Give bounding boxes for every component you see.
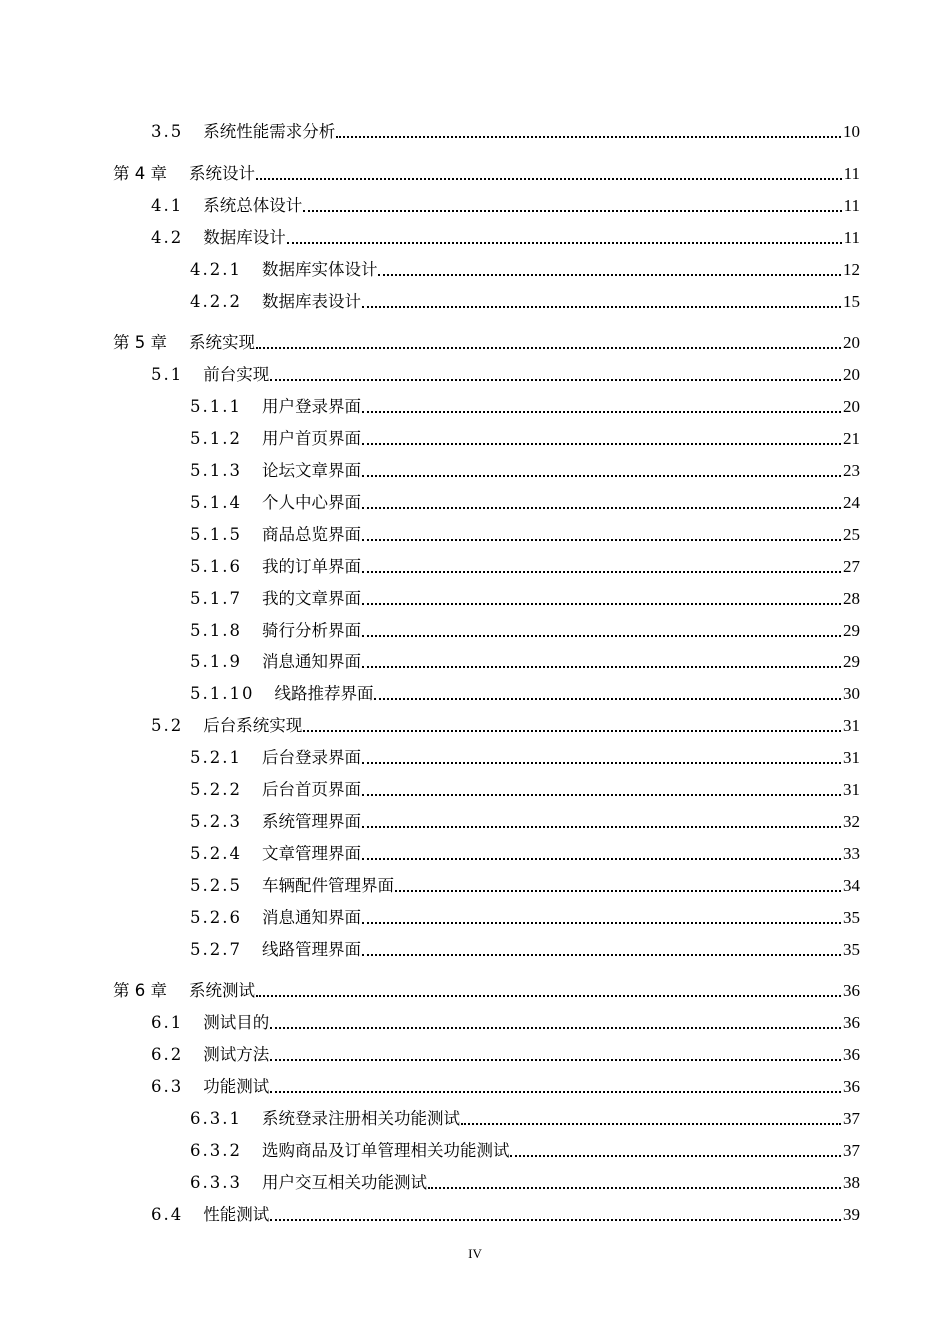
toc-entry-page: 31 bbox=[843, 716, 860, 735]
toc-dot-leader bbox=[362, 954, 841, 956]
toc-entry-page: 38 bbox=[843, 1173, 860, 1192]
toc-dot-leader bbox=[428, 1187, 841, 1189]
toc-subsection-entry bbox=[190, 680, 860, 704]
toc-chapter-entry bbox=[113, 160, 860, 184]
toc-entry-page: 11 bbox=[843, 164, 860, 183]
toc-entry-title: 功能测试 bbox=[203, 1077, 270, 1096]
toc-entry-title: 我的订单界面 bbox=[261, 557, 361, 576]
toc-entry-number: 5.2.7 bbox=[190, 940, 242, 959]
toc-entry-title: 线路管理界面 bbox=[261, 940, 361, 959]
toc-entry-page: 25 bbox=[843, 525, 860, 544]
toc-entry-number: 5.2.4 bbox=[190, 844, 242, 863]
toc-dot-leader bbox=[270, 1027, 841, 1029]
toc-dot-leader bbox=[270, 1059, 841, 1061]
toc-section-entry bbox=[151, 224, 860, 248]
toc-dot-leader bbox=[362, 603, 841, 605]
toc-entry-page: 28 bbox=[843, 589, 860, 608]
toc-entry-page: 36 bbox=[843, 1013, 860, 1032]
toc-entry-title: 消息通知界面 bbox=[261, 652, 361, 671]
toc-entry-number: 第 4 章 bbox=[113, 164, 167, 183]
toc-entry-number: 4.2.2 bbox=[190, 292, 242, 311]
toc-dot-leader bbox=[362, 571, 841, 573]
toc-dot-leader bbox=[256, 178, 842, 180]
toc-subsection-entry bbox=[190, 457, 860, 481]
toc-entry-title: 后台系统实现 bbox=[203, 716, 303, 735]
toc-dot-leader bbox=[256, 995, 841, 997]
toc-entry-number: 5.1.9 bbox=[190, 652, 242, 671]
toc-entry-title: 消息通知界面 bbox=[261, 908, 361, 927]
toc-subsection-entry bbox=[190, 1137, 860, 1161]
toc-dot-leader bbox=[270, 379, 841, 381]
toc-entry-number: 5.2 bbox=[151, 716, 184, 735]
toc-entry-title: 系统管理界面 bbox=[261, 812, 361, 831]
toc-entry-page: 36 bbox=[843, 1077, 860, 1096]
toc-entry-number: 3.5 bbox=[151, 122, 184, 141]
toc-dot-leader bbox=[395, 890, 841, 892]
toc-entry-page: 34 bbox=[843, 876, 860, 895]
toc-subsection-entry bbox=[190, 1169, 860, 1193]
toc-entry-number: 6.3 bbox=[151, 1077, 184, 1096]
toc-chapter-entry bbox=[113, 329, 860, 353]
toc-chapter-entry bbox=[113, 977, 860, 1001]
toc-entry-number: 5.1 bbox=[151, 365, 184, 384]
toc-entry-title: 系统登录注册相关功能测试 bbox=[261, 1109, 460, 1128]
toc-subsection-entry bbox=[190, 553, 860, 577]
toc-entry-title: 性能测试 bbox=[203, 1205, 270, 1224]
toc-entry-page: 29 bbox=[843, 652, 860, 671]
toc-subsection-entry bbox=[190, 872, 860, 896]
toc-entry-number: 6.3.1 bbox=[190, 1109, 242, 1128]
toc-entry-number: 5.1.2 bbox=[190, 429, 242, 448]
toc-entry-title: 用户首页界面 bbox=[261, 429, 361, 448]
toc-entry-title: 数据库实体设计 bbox=[261, 260, 378, 279]
toc-dot-leader bbox=[362, 507, 841, 509]
toc-entry-page: 11 bbox=[843, 196, 860, 215]
toc-entry-page: 33 bbox=[843, 844, 860, 863]
toc-entry-number: 5.2.6 bbox=[190, 908, 242, 927]
toc-entry-title: 系统设计 bbox=[189, 164, 255, 183]
toc-entry-number: 5.1.8 bbox=[190, 621, 242, 640]
page-number-footer: IV bbox=[468, 1246, 482, 1261]
toc-entry-number: 5.1.1 bbox=[190, 397, 242, 416]
toc-section-entry bbox=[151, 712, 860, 736]
toc-dot-leader bbox=[362, 411, 841, 413]
toc-dot-leader bbox=[378, 274, 841, 276]
toc-entry-page: 23 bbox=[843, 461, 860, 480]
toc-section-entry bbox=[151, 1009, 860, 1033]
toc-dot-leader bbox=[270, 1219, 841, 1221]
toc-dot-leader bbox=[303, 730, 841, 732]
toc-dot-leader bbox=[362, 858, 841, 860]
toc-entry-number: 5.2.3 bbox=[190, 812, 242, 831]
toc-dot-leader bbox=[256, 347, 841, 349]
toc-entry-page: 31 bbox=[843, 748, 860, 767]
toc-entry-number: 5.1.7 bbox=[190, 589, 242, 608]
toc-dot-leader bbox=[362, 539, 841, 541]
toc-subsection-entry bbox=[190, 904, 860, 928]
toc-entry-page: 31 bbox=[843, 780, 860, 799]
toc-entry-title: 选购商品及订单管理相关功能测试 bbox=[261, 1141, 510, 1160]
toc-entry-page: 35 bbox=[843, 940, 860, 959]
toc-dot-leader bbox=[362, 635, 841, 637]
toc-entry-page: 37 bbox=[843, 1141, 860, 1160]
toc-entry-page: 20 bbox=[843, 397, 860, 416]
toc-subsection-entry bbox=[190, 1105, 860, 1129]
toc-dot-leader bbox=[362, 922, 841, 924]
toc-entry-title: 系统实现 bbox=[189, 333, 255, 352]
toc-entry-number: 5.2.2 bbox=[190, 780, 242, 799]
toc-entry-page: 36 bbox=[843, 981, 860, 1000]
toc-entry-page: 11 bbox=[843, 228, 860, 247]
toc-entry-title: 系统总体设计 bbox=[203, 196, 303, 215]
toc-entry-number: 4.2 bbox=[151, 228, 184, 247]
toc-entry-page: 32 bbox=[843, 812, 860, 831]
toc-section-entry bbox=[151, 361, 860, 385]
toc-entry-number: 6.4 bbox=[151, 1205, 184, 1224]
toc-entry-title: 我的文章界面 bbox=[261, 589, 361, 608]
toc-entry-page: 15 bbox=[843, 292, 860, 311]
toc-entry-page: 10 bbox=[843, 122, 860, 141]
toc-subsection-entry bbox=[190, 393, 860, 417]
toc-entry-title: 论坛文章界面 bbox=[261, 461, 361, 480]
toc-subsection-entry bbox=[190, 744, 860, 768]
toc-subsection-entry bbox=[190, 521, 860, 545]
toc-subsection-entry bbox=[190, 617, 860, 641]
toc-entry-title: 线路推荐界面 bbox=[274, 684, 374, 703]
toc-section-entry bbox=[151, 1073, 860, 1097]
toc-entry-number: 5.1.5 bbox=[190, 525, 242, 544]
toc-dot-leader bbox=[270, 1091, 841, 1093]
toc-subsection-entry bbox=[190, 489, 860, 513]
toc-section-entry bbox=[151, 118, 860, 142]
toc-dot-leader bbox=[362, 794, 841, 796]
toc-entry-page: 21 bbox=[843, 429, 860, 448]
toc-dot-leader bbox=[336, 136, 841, 138]
toc-entry-page: 20 bbox=[843, 365, 860, 384]
toc-dot-leader bbox=[362, 666, 841, 668]
toc-dot-leader bbox=[461, 1123, 841, 1125]
toc-entry-number: 4.2.1 bbox=[190, 260, 242, 279]
toc-entry-page: 20 bbox=[843, 333, 860, 352]
toc-entry-page: 27 bbox=[843, 557, 860, 576]
toc-section-entry bbox=[151, 1201, 860, 1225]
toc-entry-title: 文章管理界面 bbox=[261, 844, 361, 863]
toc-entry-number: 6.2 bbox=[151, 1045, 184, 1064]
toc-entry-title: 系统性能需求分析 bbox=[203, 122, 336, 141]
toc-entry-title: 数据库设计 bbox=[203, 228, 286, 247]
toc-subsection-entry bbox=[190, 288, 860, 312]
toc-section-entry bbox=[151, 1041, 860, 1065]
toc-subsection-entry bbox=[190, 840, 860, 864]
toc-entry-title: 系统测试 bbox=[189, 981, 255, 1000]
toc-entry-title: 后台登录界面 bbox=[261, 748, 361, 767]
toc-entry-page: 36 bbox=[843, 1045, 860, 1064]
toc-entry-title: 骑行分析界面 bbox=[261, 621, 361, 640]
toc-entry-title: 用户交互相关功能测试 bbox=[261, 1173, 427, 1192]
toc-entry-title: 测试目的 bbox=[203, 1013, 270, 1032]
toc-entry-title: 用户登录界面 bbox=[261, 397, 361, 416]
toc-subsection-entry bbox=[190, 425, 860, 449]
toc-dot-leader bbox=[287, 242, 842, 244]
toc-entry-title: 个人中心界面 bbox=[261, 493, 361, 512]
toc-entry-page: 24 bbox=[843, 493, 860, 512]
toc-entry-page: 39 bbox=[843, 1205, 860, 1224]
toc-dot-leader bbox=[362, 826, 841, 828]
toc-dot-leader bbox=[303, 210, 841, 212]
toc-entry-number: 第 5 章 bbox=[113, 333, 167, 352]
toc-entry-number: 5.2.1 bbox=[190, 748, 242, 767]
toc-dot-leader bbox=[362, 306, 841, 308]
toc-entry-title: 车辆配件管理界面 bbox=[261, 876, 394, 895]
toc-subsection-entry bbox=[190, 256, 860, 280]
toc-entry-number: 6.3.3 bbox=[190, 1173, 242, 1192]
toc-entry-number: 5.1.6 bbox=[190, 557, 242, 576]
toc-entry-page: 30 bbox=[843, 684, 860, 703]
toc-dot-leader bbox=[362, 762, 841, 764]
toc-entry-title: 测试方法 bbox=[203, 1045, 270, 1064]
toc-entry-title: 后台首页界面 bbox=[261, 780, 361, 799]
toc-entry-page: 37 bbox=[843, 1109, 860, 1128]
toc-dot-leader bbox=[510, 1155, 841, 1157]
toc-dot-leader bbox=[362, 443, 841, 445]
toc-subsection-entry bbox=[190, 808, 860, 832]
toc-subsection-entry bbox=[190, 936, 860, 960]
toc-entry-number: 5.1.3 bbox=[190, 461, 242, 480]
toc-subsection-entry bbox=[190, 648, 860, 672]
toc-dot-leader bbox=[374, 698, 841, 700]
toc-entry-number: 5.2.5 bbox=[190, 876, 242, 895]
toc-entry-number: 5.1.4 bbox=[190, 493, 242, 512]
toc-entry-title: 前台实现 bbox=[203, 365, 270, 384]
toc-entry-number: 6.3.2 bbox=[190, 1141, 242, 1160]
toc-entry-page: 35 bbox=[843, 908, 860, 927]
toc-entry-title: 商品总览界面 bbox=[261, 525, 361, 544]
toc-entry-number: 5.1.10 bbox=[190, 684, 255, 703]
toc-subsection-entry bbox=[190, 585, 860, 609]
toc-entry-title: 数据库表设计 bbox=[261, 292, 361, 311]
toc-dot-leader bbox=[362, 475, 841, 477]
toc-entry-number: 第 6 章 bbox=[113, 981, 167, 1000]
toc-entry-page: 12 bbox=[843, 260, 860, 279]
toc-entry-page: 29 bbox=[843, 621, 860, 640]
toc-entry-number: 6.1 bbox=[151, 1013, 184, 1032]
toc-subsection-entry bbox=[190, 776, 860, 800]
toc-section-entry bbox=[151, 192, 860, 216]
toc-entry-number: 4.1 bbox=[151, 196, 184, 215]
